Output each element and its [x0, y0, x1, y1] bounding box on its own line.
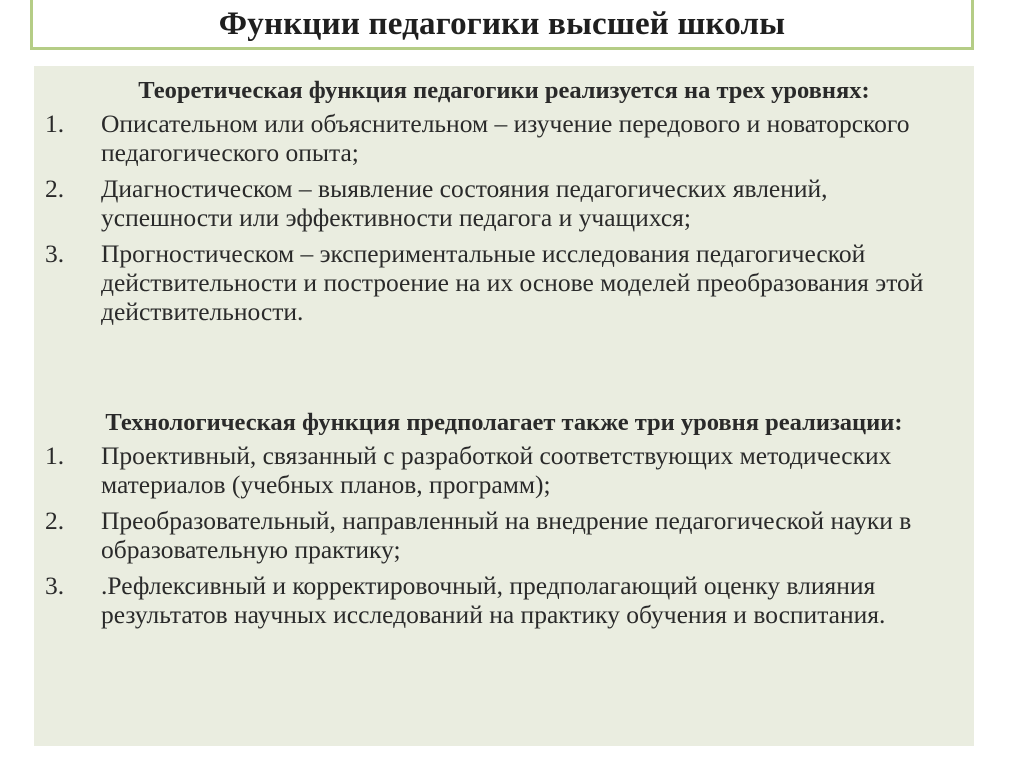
list-item — [34, 441, 974, 499]
list-item-number: 3. — [45, 571, 65, 600]
theoretical-levels-list — [34, 109, 974, 326]
list-item-number: 1. — [45, 441, 65, 470]
list-item-number: 2. — [45, 174, 65, 203]
technological-levels-list — [34, 441, 974, 629]
list-item-text: Диагностическом – выявление состояния педагогических явлений, успешности или эффективности педагога и учащихся; — [101, 174, 828, 232]
list-item-text: Прогностическом – экспериментальные исследования педагогической действительности и построение на их основе моделей преобразования этой действительности. — [101, 239, 924, 326]
title-frame — [30, 0, 974, 50]
list-item-text: Преобразовательный, направленный на внедрение педагогической науки в образовательную практику; — [101, 506, 912, 564]
list-item — [34, 239, 974, 326]
list-item-text: Описательном или объяснительном – изучение передового и новаторского педагогического опыта; — [101, 109, 910, 167]
list-item-text: .Рефлексивный и корректировочный, предполагающий оценку влияния результатов научных исследований на практику обучения и воспитания. — [101, 571, 886, 629]
slide-title: Функции педагогики высшей школы — [218, 6, 786, 42]
content-box — [34, 66, 974, 746]
list-item — [34, 571, 974, 629]
theoretical-heading: Теоретическая функция педагогики реализуется на трех уровнях: — [138, 77, 870, 104]
list-item-number: 3. — [45, 239, 65, 268]
list-item — [34, 506, 974, 564]
list-item — [34, 174, 974, 232]
list-item-number: 2. — [45, 506, 65, 535]
technological-section — [34, 408, 974, 636]
theoretical-section — [34, 76, 974, 333]
list-item-text: Проективный, связанный с разработкой соответствующих методических материалов (учебных планов, программ); — [101, 441, 892, 499]
list-item — [34, 109, 974, 167]
list-item-number: 1. — [45, 109, 65, 138]
technological-heading: Технологическая функция предполагает также три уровня реализации: — [105, 409, 903, 436]
